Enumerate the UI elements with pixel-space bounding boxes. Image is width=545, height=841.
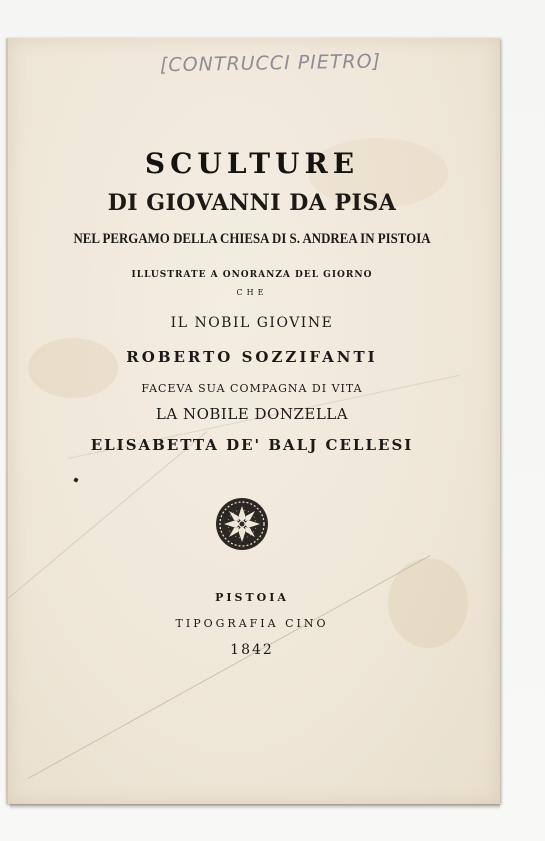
bride-name: ELISABETTA DE' BALJ CELLESI xyxy=(90,436,414,454)
groom-name: ROBERTO SOZZIFANTI xyxy=(126,348,378,366)
conjunction-che: CHE xyxy=(236,288,268,297)
imprint-year: 1842 xyxy=(230,642,274,658)
printer-ornament-icon xyxy=(214,496,270,552)
imprint-printer: TIPOGRAFIA CINO xyxy=(175,617,329,630)
subtitle-author: DI GIOVANNI DA PISA xyxy=(107,190,397,216)
nobile-donzella: LA NOBILE DONZELLA xyxy=(155,405,349,423)
imprint-city: PISTOIA xyxy=(215,591,289,604)
paper-crease xyxy=(28,555,431,779)
pencil-annotation: [CONTRUCCI PIETRO] xyxy=(159,50,382,77)
subtitle-location: NEL PERGAMO DELLA CHIESA DI S. ANDREA IN PISTOIA xyxy=(73,231,431,247)
nobil-giovine: IL NOBIL GIOVINE xyxy=(170,315,334,331)
paper-crease xyxy=(8,431,208,599)
book-title: SCULTURE xyxy=(144,147,360,180)
dedication-line: ILLUSTRATE A ONORANZA DEL GIORNO xyxy=(131,270,373,280)
faceva-line: FACEVA SUA COMPAGNA DI VITA xyxy=(141,382,363,395)
page-shadow xyxy=(10,804,500,810)
